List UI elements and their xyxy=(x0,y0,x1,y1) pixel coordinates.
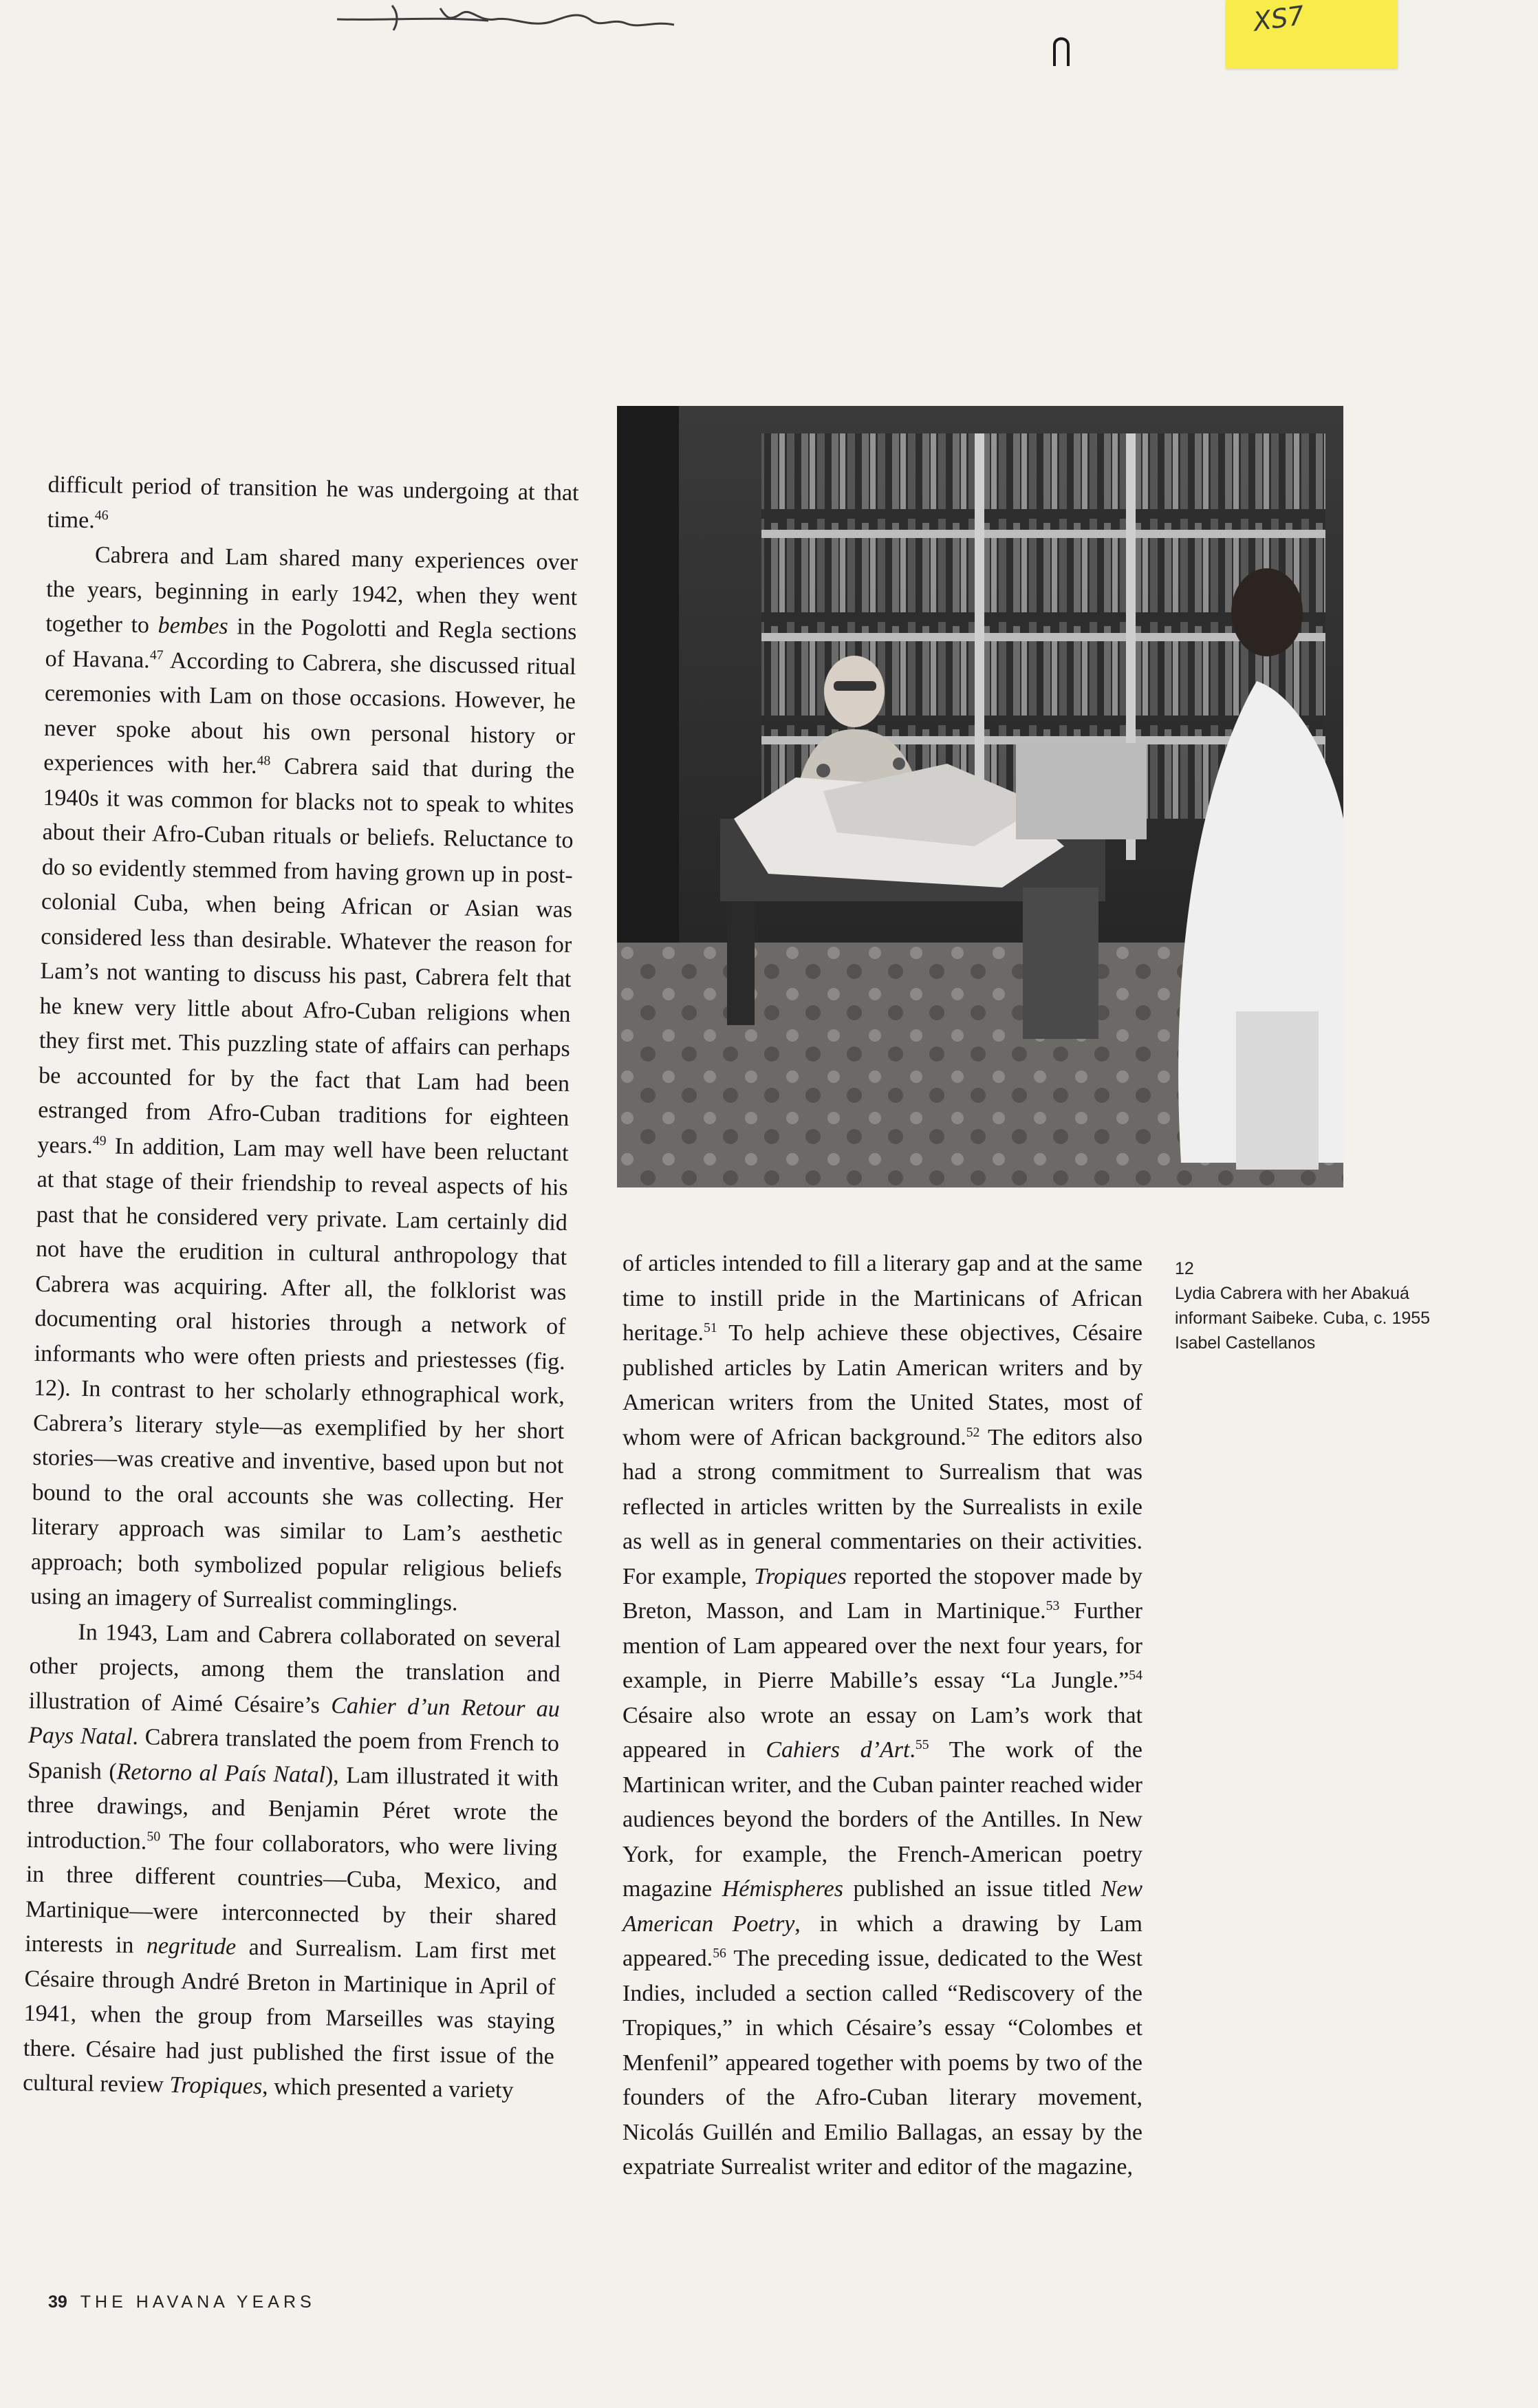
caption-line: Lydia Cabrera with her Abakuá xyxy=(1175,1284,1409,1303)
caption-line: informant Saibeke. Cuba, c. 1955 xyxy=(1175,1309,1431,1328)
pen-mark xyxy=(1052,34,1070,69)
photo-credit: Isabel Castellanos xyxy=(1175,1333,1316,1353)
sticky-note xyxy=(1226,0,1398,69)
paragraph: of articles intended to fill a literary gap and at the same time to instill pride in the Martinicans of African heritage.$^{51}$ To help achieve these objectives, Césaire published articles by Latin American writers and by American writers from the United States, most of whom were of African background.$^{52}$ The editors also had a strong commitment to Surrealism that was reflected in articles written by the Surrealists in exile as well as in general commentaries on their activities. For example, Tropiques reported the stopover made by Breton, Masson, and Lam in Martinique.$^{53}$ Further mention of Lam appeared over the next four years, for example, in Pierre Mabille’s essay “La Jungle.”$^{54}$ Césaire also wrote an essay on Lam’s work that appeared in Cahiers d’Art.$^{55}$ The work of the Martinican writer, and the Cuban painter reached wider audiences beyond the borders of the Antilles. In New York, for example, the French-American poetry magazine Hémispheres published an issue titled New American Poetry, in which a drawing by Lam appeared.$^{56}$ The preceding issue, dedicated to the West Indies, included a section called “Rediscovery of the Tropiques,” in which Césaire’s essay “Colombes et Menfenil” appeared together with poems by two of the founders of the Afro-Cuban literary movement, Nicolás Guillén and Emilio Ballagas, an essay by the expatriate Surrealist writer and editor of the magazine, xyxy=(622,1251,1143,2180)
paragraph: difficult period of transition he was undergoing at that time.$^{46}$ xyxy=(47,471,579,533)
figure-number: 12 xyxy=(1175,1259,1194,1278)
page-footer xyxy=(48,2292,316,2312)
sticky-note-text: XS7 xyxy=(1251,0,1307,37)
right-text-column xyxy=(622,1247,1142,2185)
handwritten-scribble xyxy=(330,0,743,48)
figure-photograph xyxy=(617,406,1343,1187)
running-head: THE HAVANA YEARS xyxy=(80,2292,316,2312)
paragraph: In 1943, Lam and Cabrera collaborated on several other projects, among them the translation and illustration of Aimé Césaire’s Cahier d’un Retour au Pays Natal. Cabrera translated the poem from French to Spanish (Retorno al País Natal), Lam illustrated it with three drawings, and Benjamin Péret wrote the introduction.$^{50}$ The four collaborators, who were living in three different countries—Cuba, Mexico, and Martinique—were interconnected by their shared interests in negritude and Surrealism. Lam first met Césaire through André Breton in Martinique in April of 1941, when the group from Marseilles was staying there. Césaire had just published the first issue of the cultural review Tropiques, which presented a variety xyxy=(22,1619,561,2103)
left-text-column xyxy=(23,468,579,2109)
page-number: 39 xyxy=(48,2292,67,2312)
figure-caption xyxy=(1175,1256,1464,1355)
paragraph: Cabrera and Lam shared many experiences over the years, beginning in early 1942, when they went together to bembes in the Pogolotti and Regla sections of Havana.$^{47}$ According to Cabrera, she discussed ritual ceremonies with Lam on those occasions. However, he never spoke about his own personal history or experiences with her.$^{48}$ Cabrera said that during the 1940s it was common for blacks not to speak to whites about their Afro-Cuban rituals or beliefs. Reluctance to do so evidently stemmed from having grown up in post-colonial Cuba, when being African or Asian was considered less than desirable. Whatever the reason for Lam’s not wanting to discuss his past, Cabrera felt that he knew very little about Afro-Cuban religions when they first met. This puzzling state of affairs can perhaps be accounted for by the fact that Lam had been estranged from Afro-Cuban traditions for eighteen years.$^{49}$ In addition, Lam may well have been reluctant at that stage of their friendship to reveal aspects of his past that he considered very private. Lam certainly did not have the erudition in cultural anthropology that Cabrera was acquiring. After all, the folklorist was documenting oral histories through a network of informants who were often priests and priestesses (fig. 12). In contrast to her scholarly ethnographical work, Cabrera’s literary style—as exemplified by her short stories—was creative and inventive, based upon but not bound to the oral accounts she was collecting. Her literary approach was similar to Lam’s aesthetic approach; both symbolized popular religious beliefs using an imagery of Surrealist comminglings. xyxy=(30,542,578,1616)
